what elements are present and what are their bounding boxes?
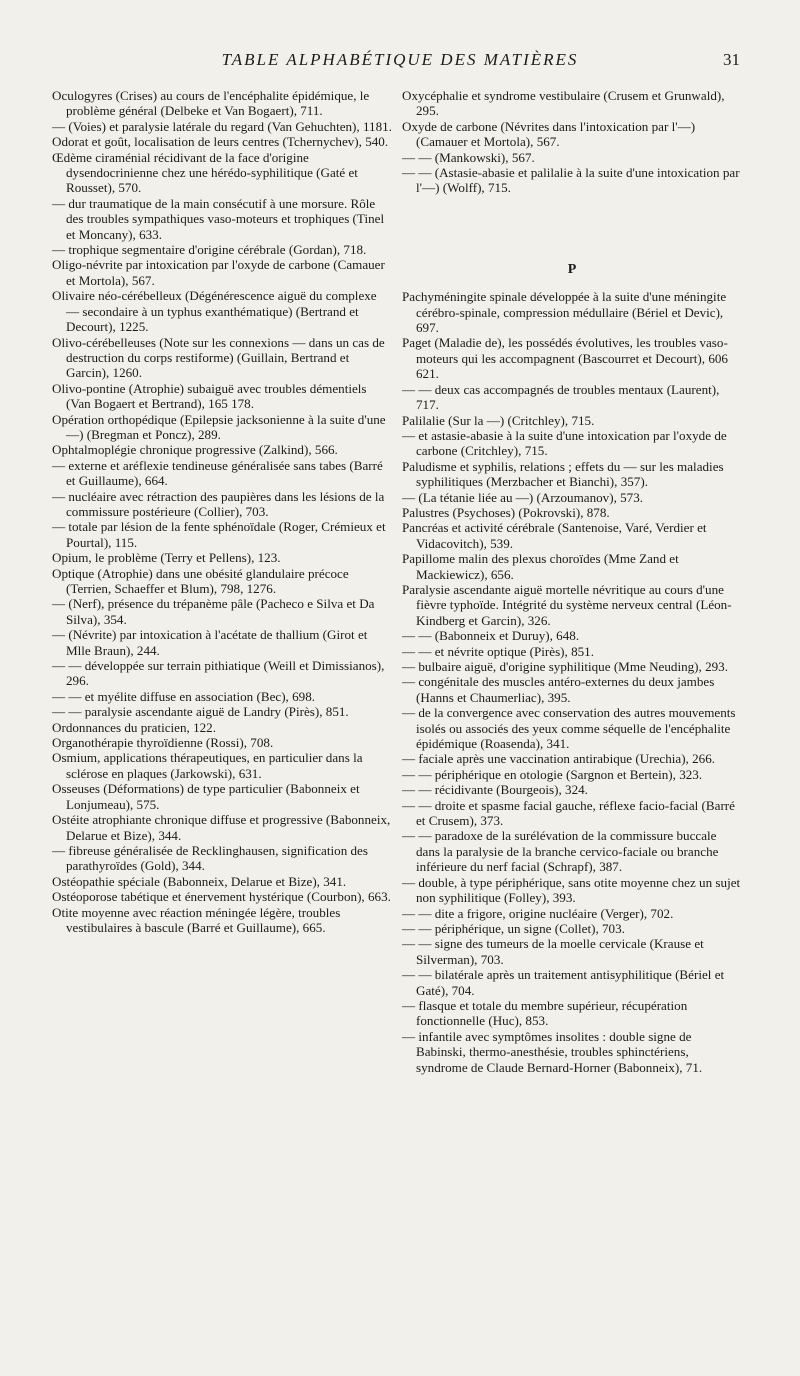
index-entry: Papillome malin des plexus choroïdes (Mme Zand et Mackiewicz), 656.	[402, 551, 679, 582]
index-entry: Paget (Maladie de), les possédés évolutives, les troubles vaso-moteurs qui les accompagnent (Bascourret et Decourt), 606 621.	[402, 335, 728, 382]
index-entry: — trophique segmentaire d'origine cérébrale (Gordan), 718.	[52, 242, 367, 258]
index-entry: — congénitale des muscles antéro-externes du deux jambes (Hanns et Chaumerliac), 395.	[402, 674, 715, 705]
index-entry: Paralysie ascendante aiguë mortelle névritique au cours d'une fièvre typhoïde. Intégrité du système nerveux central (Léon-Kindberg et Garcin), 326.	[402, 581, 732, 628]
index-entry: — — périphérique en otologie (Sargnon et Bertein), 323.	[402, 766, 703, 782]
index-entry: Organothérapie thyroïdienne (Rossi), 708.	[52, 735, 274, 751]
index-entry: Oxycéphalie et syndrome vestibulaire (Crusem et Grunwald), 295.	[402, 88, 725, 119]
index-entry: — infantile avec symptômes insolites : double signe de Babinski, thermo-anesthésie, troubles sphinctériens, syndrome de Claude Bernard-Horner (Babonneix), 71.	[402, 1028, 703, 1075]
index-entry: Oculogyres (Crises) au cours de l'encéphalite épidémique, le problème général (Delbeke et Van Bogaert), 711.	[52, 88, 370, 119]
index-entry: — flasque et totale du membre supérieur, récupération fonctionnelle (Huc), 853.	[402, 997, 688, 1029]
index-entry: Ostéopathie spéciale (Babonneix, Delarue et Bize), 341.	[52, 873, 347, 889]
index-entry: — — deux cas accompagnés de troubles mentaux (Laurent), 717.	[402, 381, 720, 413]
index-entry: Paludisme et syphilis, relations ; effets du — sur les maladies syphilitiques (Merzbacher et Bianchi), 357).	[402, 458, 724, 490]
index-entry: — nucléaire avec rétraction des paupières dans les lésions de la commissure postérieure (Collier), 703.	[52, 488, 385, 519]
index-entry: — — récidivante (Bourgeois), 324.	[402, 782, 588, 798]
index-entry: — — développée sur terrain pithiatique (Weill et Dimissianos), 296.	[52, 658, 385, 689]
index-entry: Pancréas et activité cérébrale (Santenoise, Varé, Verdier et Vidacovitch), 539.	[402, 520, 707, 551]
index-entry: — — périphérique, un signe (Collet), 703.	[402, 920, 625, 936]
index-entry: — externe et aréflexie tendineuse généralisée sans tabes (Barré et Guillaume), 664.	[52, 457, 383, 489]
index-entry: Ostéite atrophiante chronique diffuse et progressive (Babonneix, Delarue et Bize), 344.	[52, 812, 391, 843]
index-entry: — bulbaire aiguë, d'origine syphilitique (Mme Neuding), 293.	[402, 659, 729, 674]
index-entry: Oxyde de carbone (Névrites dans l'intoxication par l'—) (Camauer et Mortola), 567.	[402, 118, 696, 150]
index-entry: Olivaire néo-cérébelleux (Dégénérescence aiguë du complexe — secondaire à un typhus exanthématique) (Bertrand et Decourt), 1225.	[52, 288, 377, 335]
index-entry: Palilalie (Sur la —) (Critchley), 715.	[402, 412, 595, 428]
page-number: 31	[723, 50, 740, 69]
index-entry: Otite moyenne avec réaction méningée légère, troubles vestibulaires à bascule (Barré et Guillaume), 665.	[52, 904, 341, 935]
index-entry: Palustres (Psychoses) (Pokrovski), 878.	[402, 504, 610, 520]
index-entry: Ostéoporose tabétique et énervement hystérique (Courbon), 663.	[52, 889, 391, 905]
index-entry: — (Nerf), présence du trépanème pâle (Pacheco e Silva et Da Silva), 354.	[52, 596, 375, 627]
right-column	[402, 88, 742, 1075]
index-entry: — — et névrite optique (Pirès), 851.	[402, 643, 595, 659]
index-entry: — fibreuse généralisée de Recklinghausen, signification des parathyroïdes (Gold), 344.	[52, 842, 368, 874]
entries-o-continued	[402, 88, 742, 196]
index-entry: — faciale après une vaccination antirabique (Urechia), 266.	[402, 751, 716, 767]
index-entry: — — et myélite diffuse en association (Bec), 698.	[52, 688, 316, 704]
index-entry: Opération orthopédique (Epilepsie jacksonienne à la suite d'une —) (Bregman et Poncz), 289.	[52, 411, 386, 442]
index-entry: Opium, le problème (Terry et Pellens), 123.	[52, 550, 281, 566]
entries-p	[402, 289, 742, 1075]
running-title: TABLE ALPHABÉTIQUE DES MATIÈRES	[221, 50, 579, 69]
index-entry: — (La tétanie liée au —) (Arzoumanov), 573.	[402, 489, 644, 505]
index-entry: Olivo-pontine (Atrophie) subaiguë avec troubles démentiels (Van Bogaert et Bertrand), 165 178.	[52, 380, 367, 412]
index-entry: — — (Mankowski), 567.	[402, 149, 535, 165]
index-entry: Oligo-névrite par intoxication par l'oxyde de carbone (Camauer et Mortola), 567.	[52, 257, 385, 288]
section-letter: P	[567, 261, 577, 277]
page-header	[60, 50, 740, 74]
index-entry: — totale par lésion de la fente sphénoïdale (Roger, Crémieux et Pourtal), 115.	[52, 519, 386, 550]
index-entry: Osseuses (Déformations) de type particulier (Babonneix et Lonjumeau), 575.	[52, 781, 360, 812]
index-entry: — — paradoxe de la surélévation de la commissure buccale dans la paralysie de la branche cervico-faciale ou branche inférieure du nerf facial (Schrapf), 387.	[402, 828, 719, 875]
index-entry: Osmium, applications thérapeutiques, en particulier dans la sclérose en plaques (Jarkowski), 631.	[52, 750, 363, 781]
index-entry: — (Voies) et paralysie latérale du regard (Van Gehuchten), 1181.	[52, 118, 392, 134]
index-entry: Olivo-cérébelleuses (Note sur les connexions — dans un cas de destruction du corps restiforme) (Guillain, Bertrand et Garcin), 1260.	[52, 334, 385, 381]
index-entry: — — (Babonneix et Duruy), 648.	[402, 628, 580, 644]
index-entry: — de la convergence avec conservation des autres mouvements isolés ou associés des yeux comme séquelle de l'encéphalite épidémique (Roasenda), 341.	[402, 705, 736, 752]
index-entry: Ordonnances du praticien, 122.	[52, 719, 216, 735]
index-entry: Optique (Atrophie) dans une obésité glandulaire précoce (Terrien, Schaeffer et Blum), 798, 1276.	[52, 565, 349, 596]
index-entry: Pachyméningite spinale développée à la suite d'une méningite cérébro-spinale, compression médullaire (Bériel et Devic), 697.	[402, 289, 727, 336]
index-entry: — et astasie-abasie à la suite d'une intoxication par l'oxyde de carbone (Critchley), 715.	[402, 427, 727, 459]
index-entry: — — dite a frigore, origine nucléaire (Verger), 702.	[402, 905, 674, 921]
index-entry: — — signe des tumeurs de la moelle cervicale (Krause et Silverman), 703.	[402, 936, 704, 967]
index-entry: — (Névrite) par intoxication à l'acétate de thallium (Girot et Mlle Braun), 244.	[52, 627, 368, 658]
index-entry: Odorat et goût, localisation de leurs centres (Tchernychev), 540.	[52, 134, 389, 150]
index-entry: — double, à type périphérique, sans otite moyenne chez un sujet non syphilitique (Folley), 393.	[402, 874, 741, 906]
index-entry: — — bilatérale après un traitement antisyphilitique (Bériel et Gaté), 704.	[402, 967, 725, 998]
index-entry: — — droite et spasme facial gauche, réflexe facio-facial (Barré et Crusem), 373.	[402, 797, 735, 829]
index-entry: — — (Astasie-abasie et palilalie à la suite d'une intoxication par l'—) (Wolff), 715.	[402, 165, 740, 196]
left-column	[52, 88, 392, 935]
index-entry: Œdème ciraménial récidivant de la face d'origine dysendocrinienne chez une hérédo-syphilitique (Gaté et Rousset), 570.	[52, 149, 358, 196]
index-entry: — — paralysie ascendante aiguë de Landry (Pirès), 851.	[52, 704, 349, 720]
index-entry: Ophtalmoplégie chronique progressive (Zalkind), 566.	[52, 442, 338, 458]
index-entry: — dur traumatique de la main consécutif à une morsure. Rôle des troubles sympathiques vaso-moteurs et trophiques (Tinel et Moncany), 633.	[52, 195, 385, 242]
